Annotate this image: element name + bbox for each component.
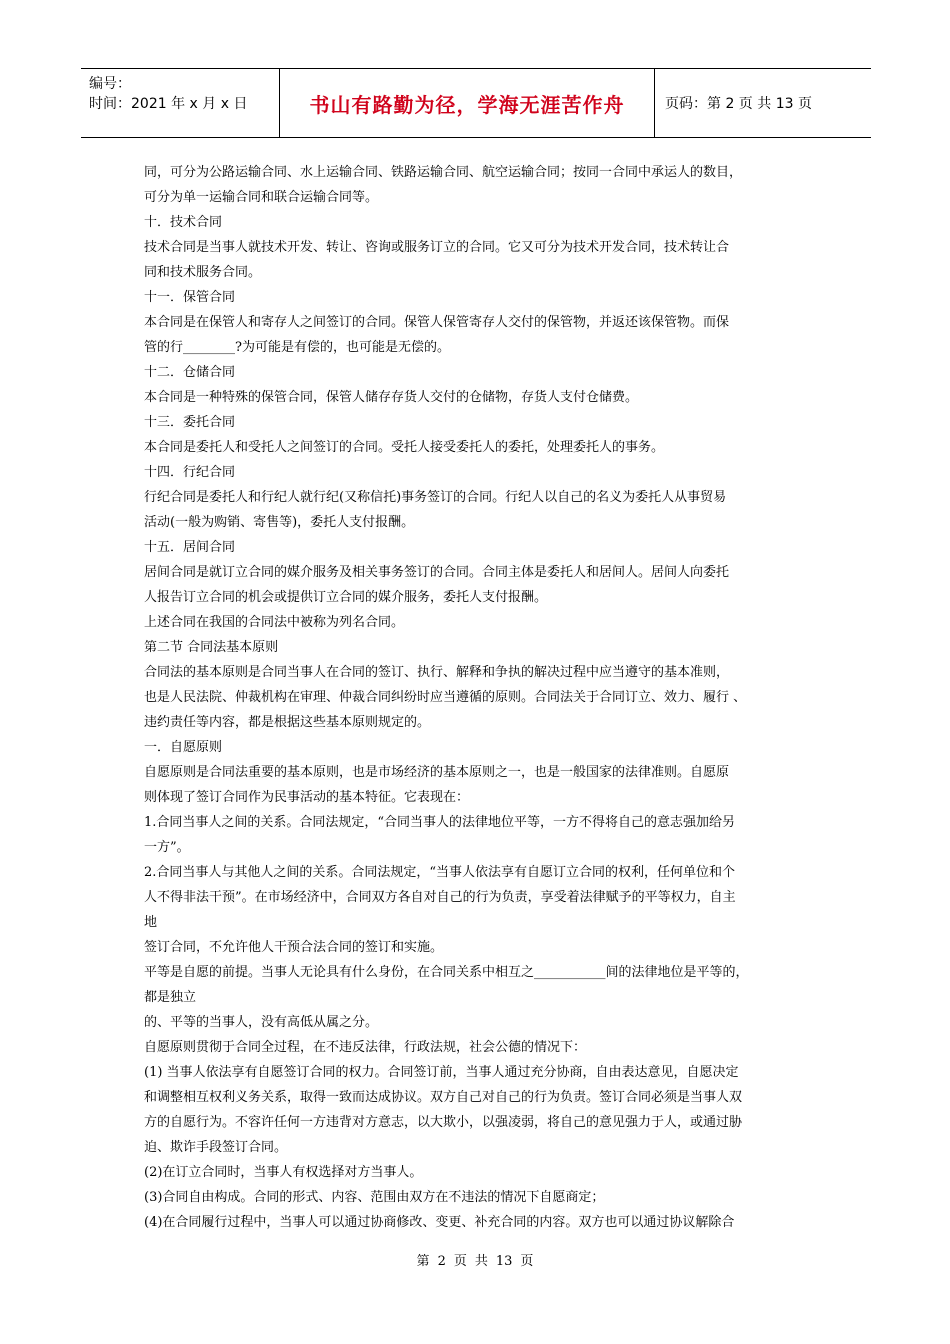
page-header — [81, 68, 871, 138]
body-line: 一．自愿原则 — [144, 740, 223, 755]
footer-ye: 页 — [453, 1254, 467, 1269]
body-line: 十二．仓储合同 — [144, 365, 236, 380]
body-line: 2.合同当事人与其他人之间的关系。合同法规定，“当事人依法享有自愿订立合同的权利，任何单位和个 — [144, 865, 736, 880]
body-line: 1.合同当事人之间的关系。合同法规定，“合同当事人的法律地位平等，一方不得将自己的意志强加给另 — [144, 815, 736, 830]
body-line: 和调整相互权利义务关系，取得一致而达成协议。双方自己对自己的行为负责。签订合同必须是当事人双 — [144, 1090, 743, 1105]
footer-di: 第 — [416, 1254, 430, 1269]
body-line: 一方”。 — [144, 840, 190, 855]
body-line: 十．技术合同 — [144, 215, 223, 230]
body-line: 地 — [144, 915, 158, 930]
body-line: 十四．行纪合同 — [144, 465, 236, 480]
footer-gong: 共 — [474, 1254, 488, 1269]
footer-total-pages: 13 — [495, 1254, 513, 1269]
body-line: 第二节 合同法基本原则 — [144, 640, 279, 655]
body-line: 则体现了签订合同作为民事活动的基本特征。它表现在： — [144, 790, 470, 805]
body-line: 行纪合同是委托人和行纪人就行纪(又称信托)事务签订的合同。行纪人以自己的名义为委托人从事贸易 — [144, 490, 727, 505]
body-line: 违约责任等内容，都是根据这些基本原则规定的。 — [144, 715, 431, 730]
body-line: 十三．委托合同 — [144, 415, 236, 430]
page-footer — [0, 1250, 950, 1269]
body-line: 都是独立 — [144, 990, 197, 1005]
body-line: 本合同是一种特殊的保管合同，保管人储存存货人交付的仓储物，存货人支付仓储费。 — [144, 390, 639, 405]
body-line: 合同法的基本原则是合同当事人在合同的签订、执行、解释和争执的解决过程中应当遵守的基本准则， — [144, 665, 730, 680]
body-line: 也是人民法院、仲裁机构在审理、仲裁合同纠纷时应当遵循的原则。合同法关于合同订立、效力、履行 、 — [144, 690, 747, 705]
body-line: 人报告订立合同的机会或提供订立合同的媒介服务，委托人支付报酬。 — [144, 590, 548, 605]
header-page-info: 页码：第 2 页 共 13 页 — [665, 96, 812, 112]
body-line: 迫、欺诈手段签订合同。 — [144, 1140, 288, 1155]
body-line: (4)在合同履行过程中，当事人可以通过协商修改、变更、补充合同的内容。双方也可以通过协议解除合 — [144, 1215, 735, 1230]
body-line: 的、平等的当事人，没有高低从属之分。 — [144, 1015, 379, 1030]
body-line: 技术合同是当事人就技术开发、转让、咨询或服务订立的合同。它又可分为技术开发合同，技术转让合 — [144, 240, 730, 255]
body-line: (3)合同自由构成。合同的形式、内容、范围由双方在不违法的情况下自愿商定； — [144, 1190, 605, 1205]
footer-page-number: 2 — [437, 1254, 446, 1269]
footer-ye-end: 页 — [520, 1254, 534, 1269]
document-time-label: 时间：2021 年 x 月 x 日 — [89, 96, 248, 112]
body-line: 上述合同在我国的合同法中被称为列名合同。 — [144, 615, 405, 630]
document-body — [144, 160, 814, 1235]
body-line: 自愿原则贯彻于合同全过程，在不违反法律，行政法规，社会公德的情况下： — [144, 1040, 587, 1055]
body-line: 方的自愿行为。不容许任何一方违背对方意志，以大欺小，以强凌弱，将自己的意见强力于人，或通过胁 — [144, 1115, 743, 1130]
body-line: 平等是自愿的前提。当事人无论具有什么身份，在合同关系中相互之___________间的法律地位是平等的， — [144, 965, 749, 980]
body-line: 活动(一般为购销、寄售等)，委托人支付报酬。 — [144, 515, 415, 530]
body-line: (2)在订立合同时，当事人有权选择对方当事人。 — [144, 1165, 423, 1180]
body-line: 居间合同是就订立合同的媒介服务及相关事务签订的合同。合同主体是委托人和居间人。居间人向委托 — [144, 565, 730, 580]
body-line: (1) 当事人依法享有自愿签订合同的权力。合同签订前，当事人通过充分协商，自由表达意见，自愿决定 — [144, 1065, 739, 1080]
body-line: 自愿原则是合同法重要的基本原则，也是市场经济的基本原则之一，也是一般国家的法律准则。自愿原 — [144, 765, 730, 780]
body-line: 管的行________?为可能是有偿的，也可能是无偿的。 — [144, 340, 450, 355]
body-line: 签订合同，不允许他人干预合法合同的签订和实施。 — [144, 940, 444, 955]
body-line: 本合同是委托人和受托人之间签订的合同。受托人接受委托人的委托，处理委托人的事务。 — [144, 440, 665, 455]
header-motto: 书山有路勤为径，学海无涯苦作舟 — [309, 92, 625, 117]
body-line: 同，可分为公路运输合同、水上运输合同、铁路运输合同、航空运输合同；按同一合同中承运人的数目， — [144, 165, 743, 180]
body-line: 十五．居间合同 — [144, 540, 236, 555]
body-line: 本合同是在保管人和寄存人之间签订的合同。保管人保管寄存人交付的保管物，并返还该保管物。而保 — [144, 315, 730, 330]
document-number-label: 编号： — [89, 76, 131, 92]
body-line: 十一．保管合同 — [144, 290, 236, 305]
header-meta — [81, 69, 280, 137]
body-line: 可分为单一运输合同和联合运输合同等。 — [144, 190, 379, 205]
header-motto-cell — [280, 69, 655, 137]
body-line: 人不得非法干预”。在市场经济中，合同双方各自对自己的行为负责，享受着法律赋予的平等权力，自主 — [144, 890, 736, 905]
body-line: 同和技术服务合同。 — [144, 265, 262, 280]
